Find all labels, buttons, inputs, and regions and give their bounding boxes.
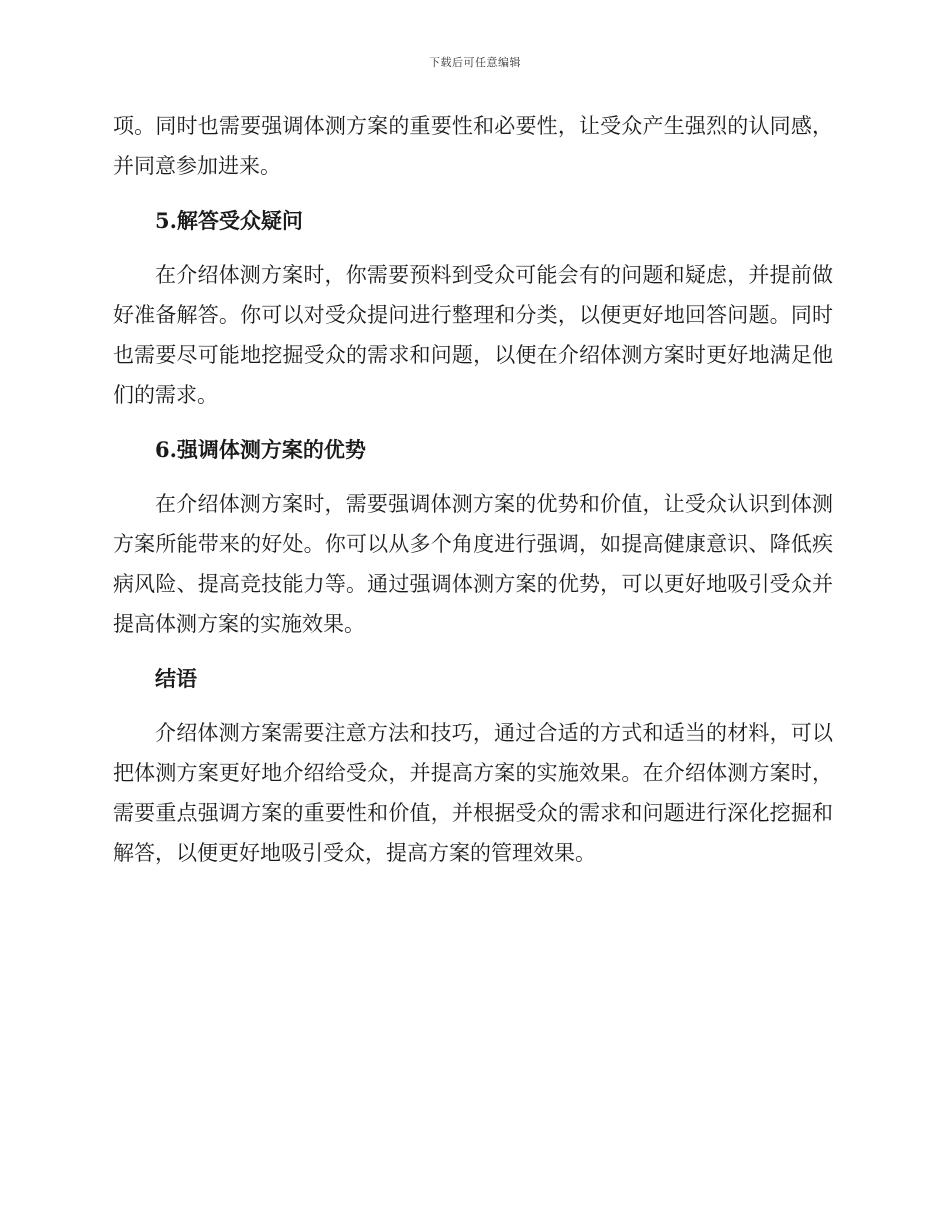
paragraph-section-6: 在介绍体测方案时，需要强调体测方案的优势和价值，让受众认识到体测方案所能带来的好处。你可以从多个角度进行强调，如提高健康意识、降低疾病风险、提高竞技能力等。通过强调体测方案的优势，可以更好地吸引受众并提高体测方案的实施效果。 xyxy=(113,492,833,636)
section-heading-5: 5.解答受众疑问 xyxy=(155,208,303,233)
paragraph-section-5: 在介绍体测方案时，你需要预料到受众可能会有的问题和疑虑，并提前做好准备解答。你可以对受众提问进行整理和分类，以便更好地回答问题。同时也需要尽可能地挖掘受众的需求和问题，以便在介绍体测方案时更好地满足他们的需求。 xyxy=(113,263,833,407)
header-note: 下载后可任意编辑 xyxy=(429,56,521,69)
document-body xyxy=(113,106,833,873)
section-heading-6: 6.强调体测方案的优势 xyxy=(155,437,366,462)
section-heading-conclusion: 结语 xyxy=(155,666,197,691)
paragraph-conclusion: 介绍体测方案需要注意方法和技巧，通过合适的方式和适当的材料，可以把体测方案更好地介绍给受众，并提高方案的实施效果。在介绍体测方案时，需要重点强调方案的重要性和价值，并根据受众的需求和问题进行深化挖掘和解答，以便更好地吸引受众，提高方案的管理效果。 xyxy=(113,721,833,865)
paragraph-continued: 项。同时也需要强调体测方案的重要性和必要性，让受众产生强烈的认同感，并同意参加进来。 xyxy=(113,114,833,178)
